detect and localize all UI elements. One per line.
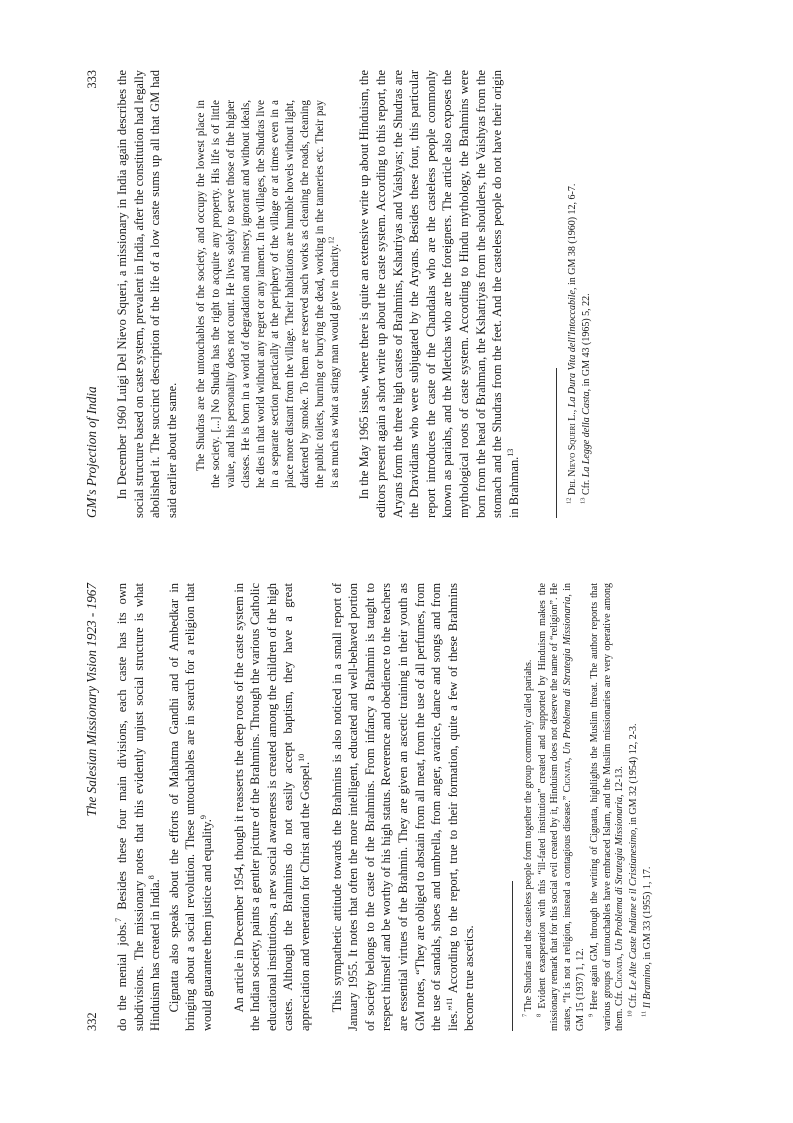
right-paragraph-2: In the May 1965 issue, where there is quite an extensive write up about Hinduism, the editors present again a short write up about the caste system. According to this report, the Aryans form the three high castes of Brahmins, Kshatriyas and Vaishyas; the Shudras are the Dravidians who were subjugated by the Aryans. Besides these four, this particular report introduces the caste of the Chandalas who are the casteless people commonly known as pariahs, and the Mletchas who are the foreigners. The article also exposes the mythological roots of caste system. According to Hindu mythology, the Brahmins were born from the head of Brahman, the Kshatriyas from the shoulders, the Vaishyas from the stomach and the Shudras from the feet. And the casteless people do not have their origin in Brahman.$^{13}$ bbox=[357, 70, 521, 518]
right-page-header bbox=[84, 70, 108, 518]
footnote-divider-right bbox=[556, 368, 557, 518]
footnote-12: $^{12}$ Del Nievo Squeri L., La Dura Vita dell'Intoccabile, in GM 38 (1960) 12, 6-7. bbox=[565, 183, 579, 504]
footnote-ref-13: 13 bbox=[505, 448, 515, 457]
footnote-ref-7: 7 bbox=[113, 917, 123, 922]
footnote-divider bbox=[512, 881, 513, 1031]
footnote-ref-8: 8 bbox=[147, 875, 157, 880]
left-running-head: The Salesian Missionary Vision 1923 - 1967 bbox=[84, 583, 99, 817]
footnote-9: $^9$ Here again GM, through the writing of Cignatta, highlights the Muslim threat. The author reports that various groups of untouchables have embraced Islam, and the Muslim missionaries are very operative among them. Cfr. Cignata, Un Problema di Strategia Missionaria, 12-13. bbox=[587, 583, 626, 1031]
footnote-ref-12: 12 bbox=[326, 236, 335, 244]
left-page bbox=[84, 583, 655, 1031]
left-paragraph-4: This sympathetic attitude towards the Brahmins is also noticed in a small report of January 1955. It notes that often the more intelligent, educated and well-behaved portion of society belongs to the caste of the Brahmins. From infancy a Brahmin is taught to respect himself and be worthy of his high status. Reverence and obedience to the teachers are essential virtues of the Brahmin. They are given an ascetic training in their youth as GM notes, “They are obliged to abstain from all meat, from the use of all perfumes, from the use of sandals, shoes and umbrella, from anger, avarice, dance and songs and from lies.”$^{11}$ According to the report, true to their formation, quite a few of these Brahmins become true ascetics. bbox=[329, 583, 477, 1031]
footnote-ref-9: 9 bbox=[198, 815, 208, 820]
left-paragraph-3: An article in December 1954, though it reasserts the deep roots of the caste system in the Indian society, paints a gentler picture of the Brahmins. Through the various Catholic educational institutions, a new social awareness is created among the children of the high castes. Although the Brahmins do not easily accept baptism, they have a great appreciation and veneration for Christ and the Gospel.$^{10}$ bbox=[231, 583, 312, 1031]
left-page-header bbox=[84, 583, 108, 1031]
right-footnotes bbox=[567, 70, 594, 518]
right-page-number: 333 bbox=[85, 70, 99, 89]
footnote-7: $^7$ The Shudras and the casteless people form together the group commonly called pariahs. bbox=[521, 659, 534, 1017]
left-paragraph-1: do the menial jobs.$^7$ Besides these four main divisions, each caste has its own subdivisions. The missionary notes that this evidently unjust social structure is what Hinduism has created in India.$^8$ bbox=[113, 583, 163, 1031]
footnote-ref-11: 11 bbox=[444, 997, 454, 1006]
left-paragraph-2: Cignatta also speaks about the efforts of Mahatma Gandhi and of Ambedkar in bringing about a social revolution. These untouchables are in search for a religion that would guarantee them justice and equality.$^9$ bbox=[166, 583, 214, 1031]
right-paragraph-1: In December 1960 Luigi Del Nievo Squeri, a missionary in India again describes the social structure based on caste system, prevalent in India, after the constitution had legally abolished it. The succinct description of the life of a low caste sums up all that GM had said earlier about the same. bbox=[115, 70, 179, 518]
right-running-head: GM's Projection of India bbox=[84, 386, 99, 518]
right-page bbox=[84, 70, 594, 518]
footnote-13: $^{13}$ Cfr. La Legge della Casta, in GM 43 (1965) 5, 22. bbox=[579, 293, 593, 504]
block-quote: The Shudras are the untouchables of the society, and occupy the lowest place in the society. [...] No Shudra has the right to acquire any property. His life is of little value, and his personality does not count. He lives solely to serve those of the higher classes. He is born in a world of degradation and misery, ignorant and without ideals, he dies in that world without any regret or any lament. In the villages, the Shudras live in a separate section practically at the periphery of the village or at times even in a place more distant from the village. Their habitations are humble hovels without light, darkened by smoke. To them are reserved such works as cleaning the roads, cleaning the public toilets, burning or burying the dead, working in the tanneries etc. Their pay is as much as what a stingy man would give in charity.$^{12}$ bbox=[195, 100, 341, 488]
footnote-11: $^{11}$ Il Bramino, in GM 33 (1955) 1, 17. bbox=[640, 866, 654, 1017]
left-footnotes bbox=[523, 583, 655, 1031]
footnote-ref-10: 10 bbox=[296, 753, 306, 762]
footnote-10: $^{10}$ Cfr. Le Alte Caste Indiane e il Cristianesimo, in GM 32 (1954) 12, 2-3. bbox=[626, 723, 640, 1017]
footnote-8: $^8$ Evident exasperation with this “ill-fated institution” created and supported by Hinduism makes the missionary remark that for this social evil created by it, Hinduism does not deserve the name of “religion”. He states, “It is not a religion, instead a contagious disease.” Cignata, Un Problema di Strategia Missionaria, in GM 15 (1937) 1, 12. bbox=[535, 583, 587, 1031]
left-page-number: 332 bbox=[85, 1012, 99, 1031]
